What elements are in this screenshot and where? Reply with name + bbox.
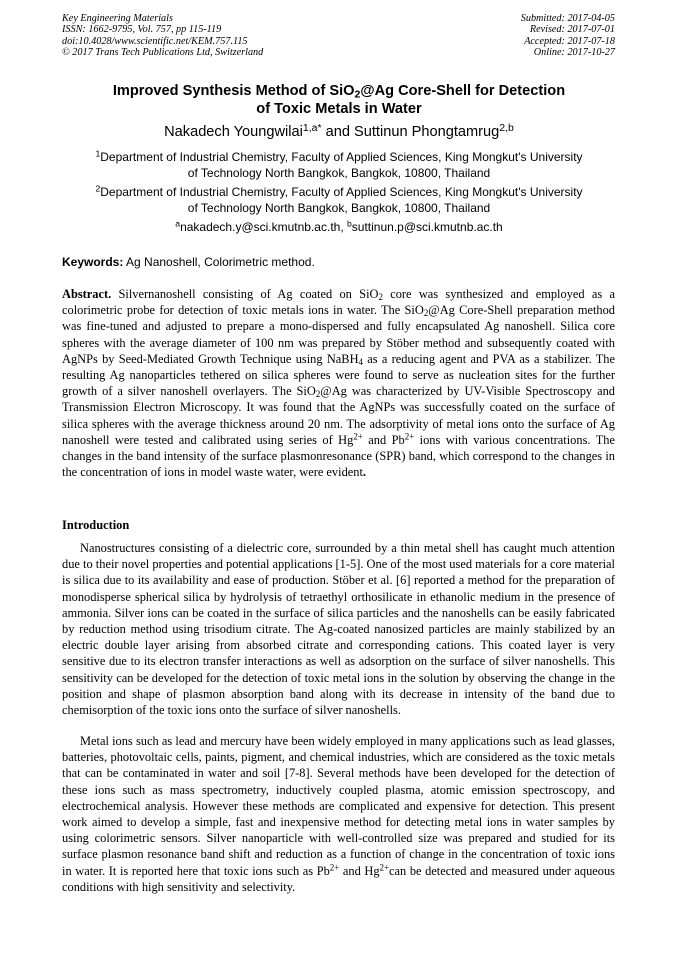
doi-line: doi:10.4028/www.scientific.net/KEM.757.115: [62, 35, 248, 47]
author-2: and Suttinun Phongtamrug: [321, 124, 500, 140]
revised-date: Revised: 2017-07-01: [529, 24, 615, 36]
author-1: Nakadech Youngwilai: [164, 124, 303, 140]
affiliation-2-number: 2: [95, 183, 101, 194]
affiliation-1-number: 1: [95, 148, 101, 159]
online-date: Online: 2017-10-27: [533, 47, 615, 59]
abstract-text-7: ions with various concentrations. The changes in the band intensity of the surface plasmonresonance (SPR) band, which correspond to the changes in the concentration of ions in model waste water, were evident: [62, 432, 615, 480]
journal-header-right: [521, 13, 615, 59]
abstract-sup-2: 2+: [404, 431, 415, 442]
journal-name: Key Engineering Materials: [62, 13, 173, 24]
paper-title: [62, 82, 616, 118]
introduction-paragraph-1: Nanostructures consisting of a dielectric core, surrounded by a thin metal shell has caught much attention due to their novel properties and potential applications [1-5]. One of the most used materials for a core material is silica due to its availability and ease of production. Stöber et al. [6] reported a method for the preparation of monodisperse spherical silica by hydrolysis of tetraethyl orthosilicate in ethanolic medium in the presence of ammonia. Silver ions can be coated in the surface of silica particles and the nanoshells can be easily fabricated by reduction method using trisodium citrate. The Ag-coated nanosized particles are mainly stabilized by an electric double layer arising from absorbed citrate and corresponding cations. This coated layer is very sensitive due to its electron transfer interactions as well as adsorption on the surface of silver nanoshells. This sensitivity can be developed for the detection of toxic metal ions in the solution by observing the change in the position and shape of plasmon absorption band along with its decrease in intensity of the band due to chemisorption of the toxic ions onto the surface of silver nanoshells.: [62, 541, 615, 718]
intro-p2-text-2: and Hg: [339, 863, 380, 878]
keywords-label: Keywords:: [62, 255, 124, 269]
intro-p2-text-3: can be detected and measured under aqueous conditions with high sensitivity and selectivity.: [62, 863, 615, 894]
journal-header-left: [62, 13, 263, 59]
abstract-sub-1: 2: [378, 292, 383, 303]
email-a-link[interactable]: nakadech.y@sci.kmutnb.ac.th,: [180, 220, 347, 234]
abstract-text-6: and Pb: [362, 432, 405, 447]
abstract-text-1: Silvernanoshell consisting of Ag coated on SiO: [111, 287, 379, 301]
abstract-text-2: core was synthesized and employed as a colorimetric probe for detection of toxic metals ions in water. The SiO: [62, 287, 616, 318]
email-b-mark: b: [347, 218, 352, 229]
author-1-affil-mark: 1,a*: [302, 121, 322, 134]
abstract-text-4: as a reducing agent and PVA as a stabilizer. The resulting Ag nanoparticles tethered on silica spheres were found to serve as nucleation sites for the further growth of a silver nanoshell overlayers. The SiO: [62, 351, 615, 399]
copyright-line: © 2017 Trans Tech Publications Ltd, Switzerland: [62, 47, 264, 59]
abstract-sup-1: 2+: [353, 431, 363, 442]
author-list: [62, 123, 616, 141]
title-part2: @Ag Core-Shell for Detection: [360, 83, 566, 99]
author-2-affil-mark: 2,b: [499, 121, 514, 134]
intro-p2-sup-2: 2+: [379, 862, 390, 873]
title-subscript: 2: [354, 88, 361, 101]
abstract-sub-2: 2: [423, 308, 429, 319]
introduction-heading: Introduction: [62, 518, 130, 532]
affiliation-2-line2: of Technology North Bangkok, Bangkok, 10800, Thailand: [187, 200, 491, 215]
email-b-link[interactable]: suttinun.p@sci.kmutnb.ac.th: [351, 220, 503, 234]
affiliation-2-line1: Department of Industrial Chemistry, Faculty of Applied Sciences, King Mongkut's University: [100, 185, 583, 199]
author-emails: [62, 220, 616, 236]
keywords-line: [62, 254, 616, 270]
abstract-label: Abstract.: [62, 287, 112, 301]
abstract-sub-3: 4: [358, 357, 363, 368]
affiliation-2: [62, 185, 616, 216]
email-a-mark: a: [175, 218, 181, 229]
affiliation-1: [62, 150, 616, 181]
abstract-text-3: @Ag Core-Shell preparation method was fine-tuned and adjusted to prepare a mono-dispersed and fully encapsulated Ag nanoshell. Silica core spheres with the average diameter of 100 nm was prepared by Stöber method and subsequently coated with AgNPs by Seed-Mediated Growth Technique using NaBH: [62, 303, 615, 366]
affiliation-1-line2: of Technology North Bangkok, Bangkok, 10800, Thailand: [187, 165, 491, 180]
title-line2: of Toxic Metals in Water: [256, 101, 422, 117]
accepted-date: Accepted: 2017-07-18: [524, 35, 615, 47]
introduction-paragraph-2: [62, 733, 615, 895]
issn-line: ISSN: 1662-9795, Vol. 757, pp 115-119: [62, 24, 222, 36]
abstract-text-5: @Ag was characterized by UV-Visible Spectroscopy and Transmission Electron Microscopy. It was found that the AgNPs was successfully coated on the surface of silica spheres with the average thickness around 20 nm. The adsorptivity of metal ions onto the surface of Ag nanoshell were tested and calibrated using series of Hg: [62, 384, 615, 447]
keywords-text: Ag Nanoshell, Colorimetric method.: [123, 255, 315, 269]
abstract-paragraph: [62, 286, 615, 480]
submitted-date: Submitted: 2017-04-05: [520, 13, 615, 24]
title-part1: Improved Synthesis Method of SiO: [112, 83, 355, 99]
intro-p2-sup-1: 2+: [329, 862, 340, 873]
affiliation-1-line1: Department of Industrial Chemistry, Faculty of Applied Sciences, King Mongkut's University: [100, 150, 583, 164]
abstract-sub-4: 2: [315, 389, 321, 400]
intro-p2-text-1: Metal ions such as lead and mercury have been widely employed in many applications such as lead glasses, batteries, photovoltaic cells, paints, pigment, and chemical industries, which are considered as the toxic metals that can be contaminated in water and soil [7-8]. Several methods have been developed for the detection of these ions such as mass spectrometry, inductively coupled plasma, atomic emission spectroscopy, and electrochemical analysis. However these methods are complicated and expensive for detection. This present work aimed to develop a simple, fast and inexpensive method for detecting metal ions in water samples by using colorimetric sensors. Silver nanoparticle with well-controlled size was prepared and studied for its surface plasmon resonance band shift and reduction as a function of change in the concentration of toxic ions in water. It is reported here that toxic ions such as Pb: [62, 734, 615, 878]
abstract-end-period: .: [362, 465, 367, 480]
